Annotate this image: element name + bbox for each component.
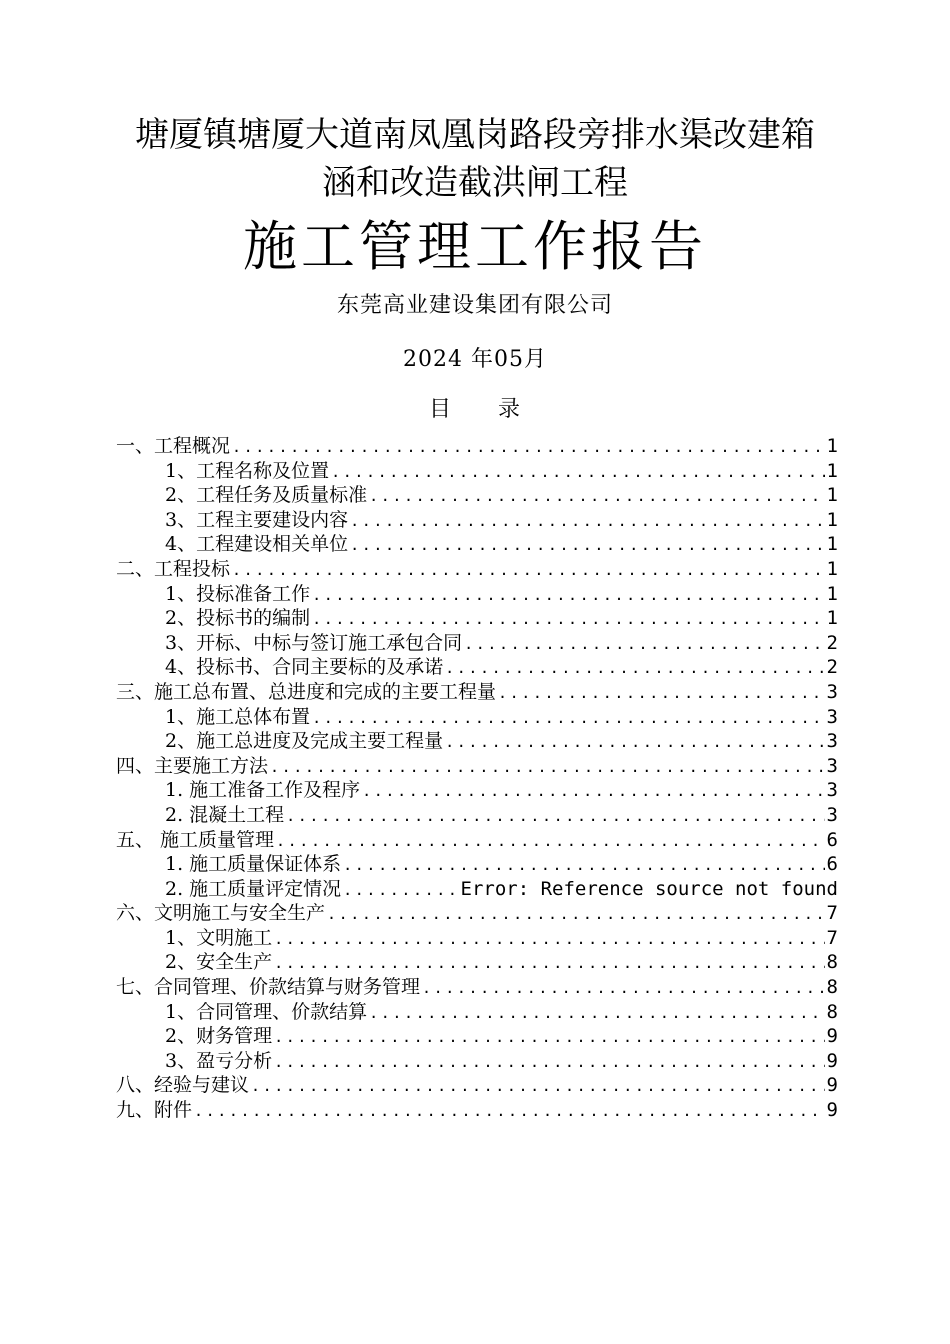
toc-entry-label: 2. 混凝土工程 [165,803,285,826]
toc-dot-leader [232,558,825,583]
toc-entry-page: 8 [826,951,838,974]
toc-entry[interactable] [116,828,838,853]
toc-entry-page: 2 [826,631,838,654]
toc-entry-label: 1、工程名称及位置 [165,459,330,482]
toc-entry[interactable] [116,877,838,902]
toc-entry[interactable] [116,459,838,484]
toc-entry[interactable] [116,926,838,951]
toc-entry-page: 9 [826,1074,838,1097]
toc-entry-label: 七、合同管理、价款结算与财务管理 [116,976,421,999]
project-title-line-2: 涵和改造截洪闸工程 [322,163,628,203]
toc-entry-label: 2、施工总进度及完成主要工程量 [165,730,444,753]
toc-entry-label: 九、附件 [116,1099,193,1122]
toc-dot-leader [422,976,825,1001]
toc-entry[interactable] [116,1098,838,1123]
toc-dot-leader [194,1099,825,1124]
toc-entry-page: 3 [826,730,838,753]
toc-entry[interactable] [116,705,838,730]
toc-dot-leader [312,583,824,608]
company-name: 东莞高业建设集团有限公司 [336,293,613,318]
toc-entry-page: 3 [826,779,838,802]
toc-dot-leader [251,1074,825,1099]
toc-entry-page: 7 [826,902,838,925]
report-title: 施工管理工作报告 [243,215,707,278]
toc-entry-label: 2. 施工质量评定情况 [165,877,342,900]
toc-entry-label: 3、开标、中标与签订施工承包合同 [165,631,463,654]
toc-dot-leader [232,435,825,460]
toc-entry[interactable] [116,778,838,803]
toc-dot-leader [343,853,824,878]
toc-entry-page: 1 [826,582,838,605]
toc-entry[interactable] [116,557,838,582]
toc-entry-label: 四、主要施工方法 [116,754,269,777]
toc-dot-leader [350,533,824,558]
toc-entry[interactable] [116,901,838,926]
toc-entry-page: 6 [826,853,838,876]
toc-entry[interactable] [116,606,838,631]
toc-entry[interactable] [116,975,838,1000]
toc-entry-page: Error: Reference source not found [460,877,838,900]
toc-entry-page: 7 [826,926,838,949]
toc-dot-leader [362,779,824,804]
toc-entry-page: 1 [826,435,838,457]
toc-entry-label: 1、合同管理、价款结算 [165,1000,368,1023]
toc-entry-label: 六、文明施工与安全生产 [116,902,326,925]
toc-entry-page: 8 [826,976,838,999]
toc-dot-leader [369,1001,824,1026]
toc-dot-leader [312,607,824,632]
toc-entry-label: 2、财务管理 [165,1025,273,1048]
project-title-line-1: 塘厦镇塘厦大道南凤凰岗路段旁排水渠改建箱 [135,115,815,155]
toc-entry-label: 一、工程概况 [116,435,231,457]
toc-entry[interactable] [116,582,838,607]
toc-entry-page: 1 [826,557,838,580]
report-date: 2024 年05月 [403,347,547,372]
toc-entry[interactable] [116,631,838,656]
toc-dot-leader [331,460,824,485]
toc-entry[interactable] [116,680,838,705]
toc-entry[interactable] [116,508,838,533]
toc-entry[interactable] [116,1000,838,1025]
toc-entry-page: 1 [826,533,838,556]
toc-entry[interactable] [116,434,838,459]
toc-entry-label: 2、安全生产 [165,951,273,974]
toc-dot-leader [445,656,824,681]
toc-entry[interactable] [116,483,838,508]
toc-entry-label: 3、盈亏分析 [165,1049,273,1072]
toc-entry[interactable] [116,950,838,975]
toc-dot-leader [327,902,825,927]
toc-entry-page: 9 [826,1099,838,1122]
toc-entry[interactable] [116,1049,838,1074]
toc-entry-page: 9 [826,1049,838,1072]
toc-dot-leader [274,927,824,952]
toc-entry-label: 2、投标书的编制 [165,607,311,630]
toc-entry-label: 1、投标准备工作 [165,582,311,605]
toc-entry-label: 二、工程投标 [116,557,231,580]
toc-entry[interactable] [116,1073,838,1098]
toc-entry-page: 3 [826,754,838,777]
toc-entry[interactable] [116,803,838,828]
toc-entry-page: 8 [826,1000,838,1023]
toc-entry-label: 八、经验与建议 [116,1074,250,1097]
toc-entry[interactable] [116,655,838,680]
toc-entry-label: 1. 施工质量保证体系 [165,853,342,876]
toc-entry-page: 3 [826,803,838,826]
toc-dot-leader [343,878,458,903]
toc-entry-page: 1 [826,484,838,507]
toc-dot-leader [350,509,824,534]
toc-entry-label: 1、施工总体布置 [165,705,311,728]
toc-dot-leader [369,484,824,509]
toc-entry-label: 3、工程主要建设内容 [165,508,349,531]
toc-dot-leader [274,1025,824,1050]
toc-entry-page: 6 [826,828,838,851]
toc-entry-page: 1 [826,607,838,630]
toc-entry-label: 4、投标书、合同主要标的及承诺 [165,656,444,679]
toc-dot-leader [445,730,824,755]
toc-entry-label: 1. 施工准备工作及程序 [165,779,361,802]
table-of-contents [116,434,838,1123]
toc-dot-leader [270,755,825,780]
toc-entry-page: 1 [826,508,838,531]
toc-entry-label: 2、工程任务及质量标准 [165,484,368,507]
toc-entry[interactable] [116,729,838,754]
toc-entry-page: 3 [826,705,838,728]
toc-dot-leader [464,632,824,657]
toc-entry-page: 1 [826,459,838,482]
toc-dot-leader [274,951,824,976]
toc-dot-leader [276,829,825,854]
toc-dot-leader [274,1050,824,1075]
toc-entry[interactable] [116,852,838,877]
toc-entry-label: 4、工程建设相关单位 [165,533,349,556]
toc-entry-label: 三、施工总布置、总进度和完成的主要工程量 [116,680,497,703]
toc-entry-page: 9 [826,1025,838,1048]
toc-entry-page: 2 [826,656,838,679]
toc-entry[interactable] [116,532,838,557]
toc-entry-label: 五、 施工质量管理 [116,828,275,851]
toc-dot-leader [498,681,825,706]
toc-entry-page: 3 [826,680,838,703]
toc-entry-label: 1、文明施工 [165,926,273,949]
toc-dot-leader [286,804,824,829]
toc-heading: 目 录 [428,397,521,422]
toc-dot-leader [312,706,824,731]
toc-entry[interactable] [116,1024,838,1049]
toc-entry[interactable] [116,754,838,779]
